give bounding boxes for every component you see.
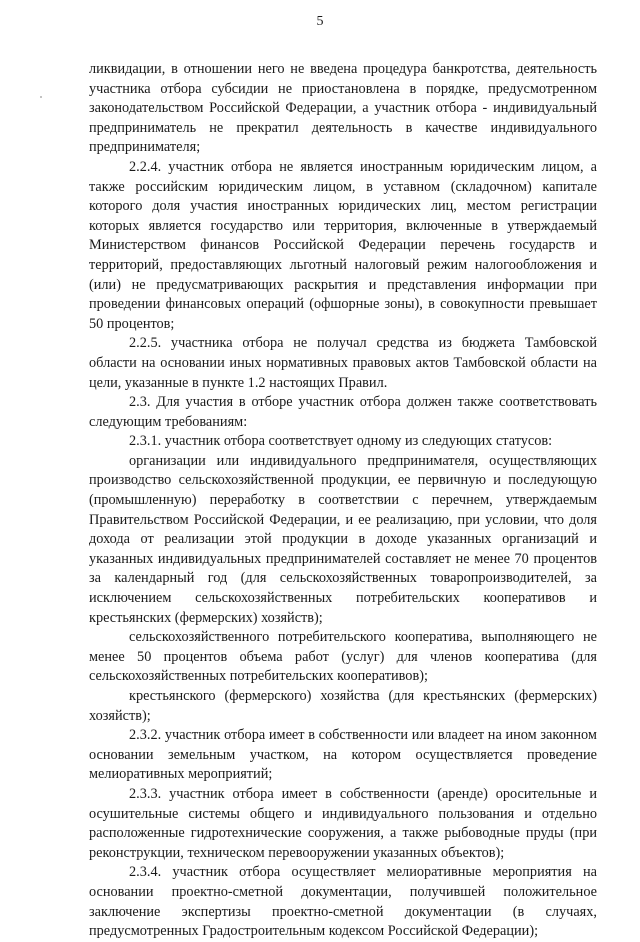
paragraph-2-3-3: 2.3.3. участник отбора имеет в собственности (аренде) оросительные и осушительные системы общего и индивидуального пользования и отдельно расположенные гидротехнические сооружения, а также рыбоводные пруды (при реконструкции, техническом перевооружении указанных объектов); [89, 785, 597, 861]
paragraph-2-3-4: 2.3.4. участник отбора осуществляет мелиоративные мероприятия на основании проектно-сметной документации, получившей положительное заключение экспертизы проектно-сметной документации (в случаях, предусмотренных Градостроительным кодексом Российской Федерации); [89, 864, 597, 940]
paragraph-2-3-2: 2.3.2. участник отбора имеет в собственности или владеет на ином законном основании земельным участком, на котором осуществляется проведение мелиоративных мероприятий; [89, 727, 597, 783]
document-body [89, 60, 597, 942]
paragraph-2-3: 2.3. Для участия в отборе участник отбора должен также соответствовать следующим требованиям: [89, 394, 597, 430]
paragraph-status-organization: организации или индивидуального предпринимателя, осуществляющих производство сельскохозяйственной продукции, ее первичную и последующую (промышленную) переработку в соответствии с перечнем, утверждаемым Правительством Российской Федерации, и ее реализацию, при условии, что доля дохода от реализации этой продукции в доходе указанных организаций и указанных индивидуальных предпринимателей составляет не менее 70 процентов за календарный год (для сельскохозяйственных товаропроизводителей, за исключением сельскохозяйственных потребительских кооперативов и крестьянских (фермерских) хозяйств); [89, 452, 597, 626]
paragraph-2-2-5: 2.2.5. участника отбора не получал средства из бюджета Тамбовской области на основании иных нормативных правовых актов Тамбовской области на цели, указанные в пункте 1.2 настоящих Правил. [89, 335, 597, 391]
paragraph-2-3-1: 2.3.1. участник отбора соответствует одному из следующих статусов: [129, 433, 553, 450]
paragraph-status-cooperative: сельскохозяйственного потребительского кооператива, выполняющего не менее 50 процентов объема работ (услуг) для членов кооператива (для сельскохозяйственных потребительских кооперативов); [89, 629, 597, 685]
margin-mark [40, 96, 42, 98]
paragraph-status-farm: крестьянского (фермерского) хозяйства (для крестьянских (фермерских) хозяйств); [89, 688, 597, 724]
paragraph-continuation: ликвидации, в отношении него не введена процедура банкротства, деятельность участника отбора субсидии не приостановлена в порядке, предусмотренном законодательством Российской Федерации, а участник отбора - индивидуальный предприниматель не прекратил деятельность в качестве индивидуального предпринимателя; [89, 61, 597, 156]
page-number: 5 [316, 14, 324, 29]
paragraph-2-2-4: 2.2.4. участник отбора не является иностранным юридическим лицом, а также российским юридическим лицом, в уставном (складочном) капитале которого доля участия иностранных юридических лиц, местом регистрации которых является государство или территория, включенные в утверждаемый Министерством финансов Российской Федерации перечень государств и территорий, предоставляющих льготный налоговый режим налогообложения и (или) не предусматривающих раскрытия и представления информации при проведении финансовых операций (офшорные зоны), в совокупности превышает 50 процентов; [89, 158, 597, 332]
